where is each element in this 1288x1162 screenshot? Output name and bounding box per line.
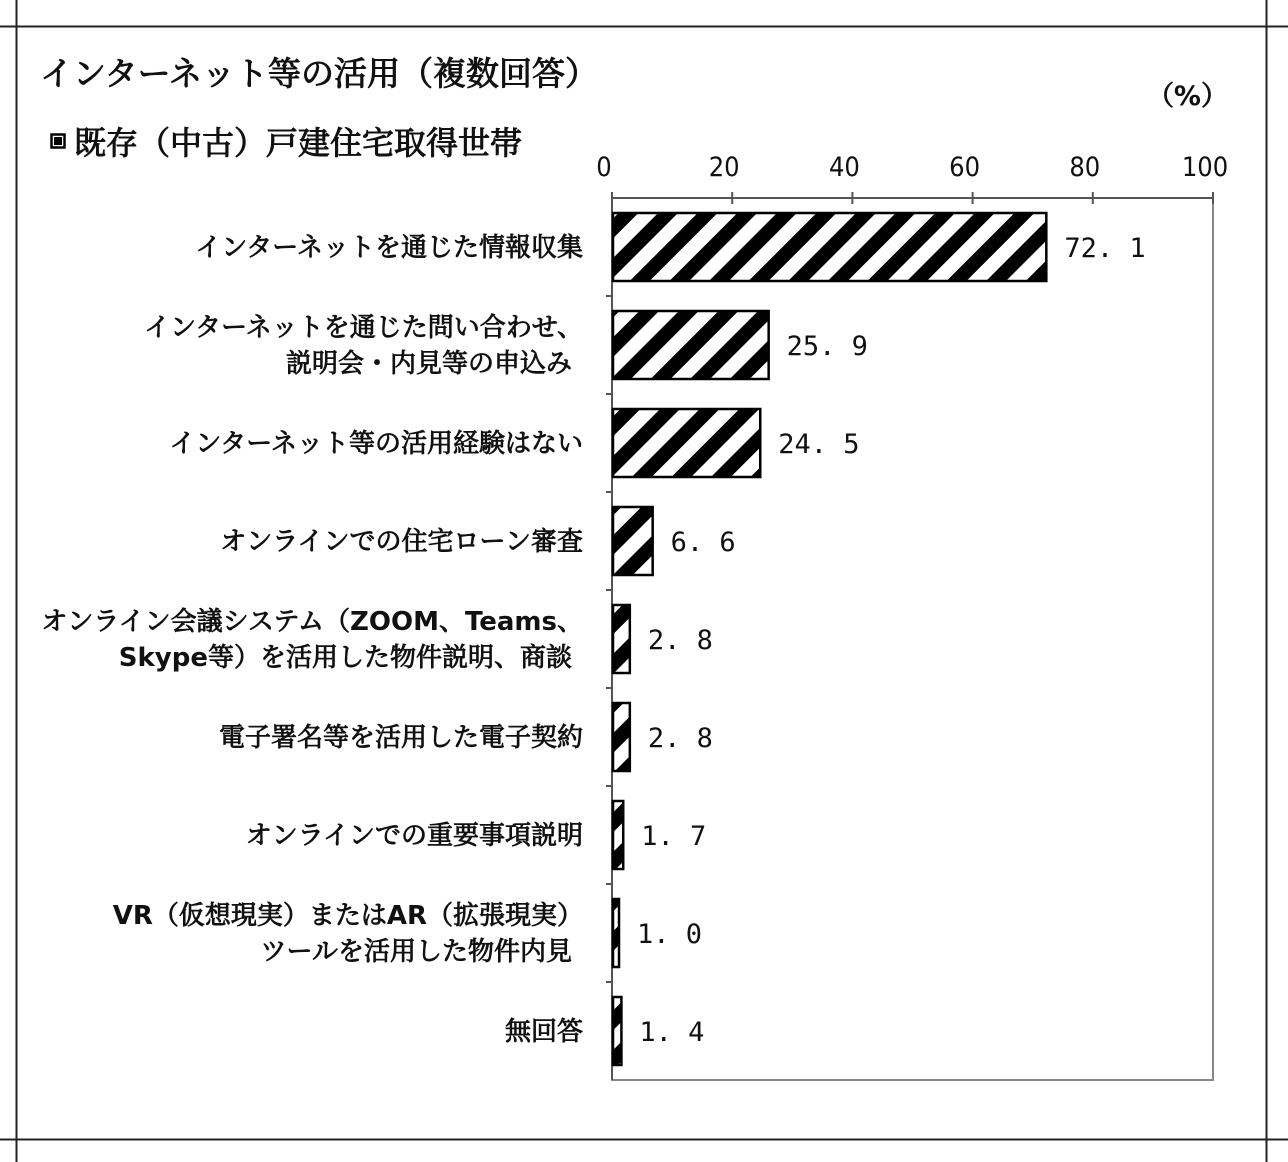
x-tick-label: 100 [1181,152,1229,183]
category-label: VR（仮想現実）またはAR（拡張現実） [112,901,583,931]
value-label: 2. 8 [647,723,713,754]
category-label: ツールを活用した物件内見 [260,937,572,967]
bar [613,899,619,967]
value-label: 72. 1 [1064,233,1146,264]
value-label: 1. 7 [641,821,707,852]
value-label: 25. 9 [786,331,868,362]
bar [613,507,653,575]
category-label: 無回答 [504,1017,583,1047]
category-label: インターネット等の活用経験はない [169,429,583,459]
x-tick-label: 80 [1069,152,1101,183]
value-label: 24. 5 [778,429,860,460]
category-label: オンラインでの重要事項説明 [245,821,583,851]
value-label: 1. 0 [637,919,703,950]
category-label: オンラインでの住宅ローン審査 [220,527,583,557]
value-label: 2. 8 [647,625,713,656]
x-tick-label: 20 [708,152,740,183]
category-label: 説明会・内見等の申込み [285,349,572,379]
bar [613,997,621,1065]
legend-label: 既存（中古）戸建住宅取得世帯 [74,124,523,162]
bar [613,605,630,673]
axis-unit-label: （%） [1146,81,1228,112]
category-label: インターネットを通じた情報収集 [195,233,583,263]
category-label: インターネットを通じた問い合わせ、 [144,313,583,343]
category-label: 電子署名等を活用した電子契約 [218,723,583,753]
bar [613,801,623,869]
bar [613,703,630,771]
x-tick-label: 40 [828,152,860,183]
value-label: 1. 4 [639,1017,705,1048]
category-label: Skype等）を活用した物件説明、商談 [118,643,572,673]
x-tick-label: 60 [949,152,981,183]
bar [613,311,769,379]
labels [41,152,1228,1048]
chart-title: インターネット等の活用（複数回答） [40,54,599,93]
x-tick-label: 0 [596,152,612,183]
category-label: オンライン会議システム（ZOOM、Teams、 [41,607,583,637]
bar [613,213,1046,281]
bar [613,409,760,477]
value-label: 6. 6 [670,527,736,558]
